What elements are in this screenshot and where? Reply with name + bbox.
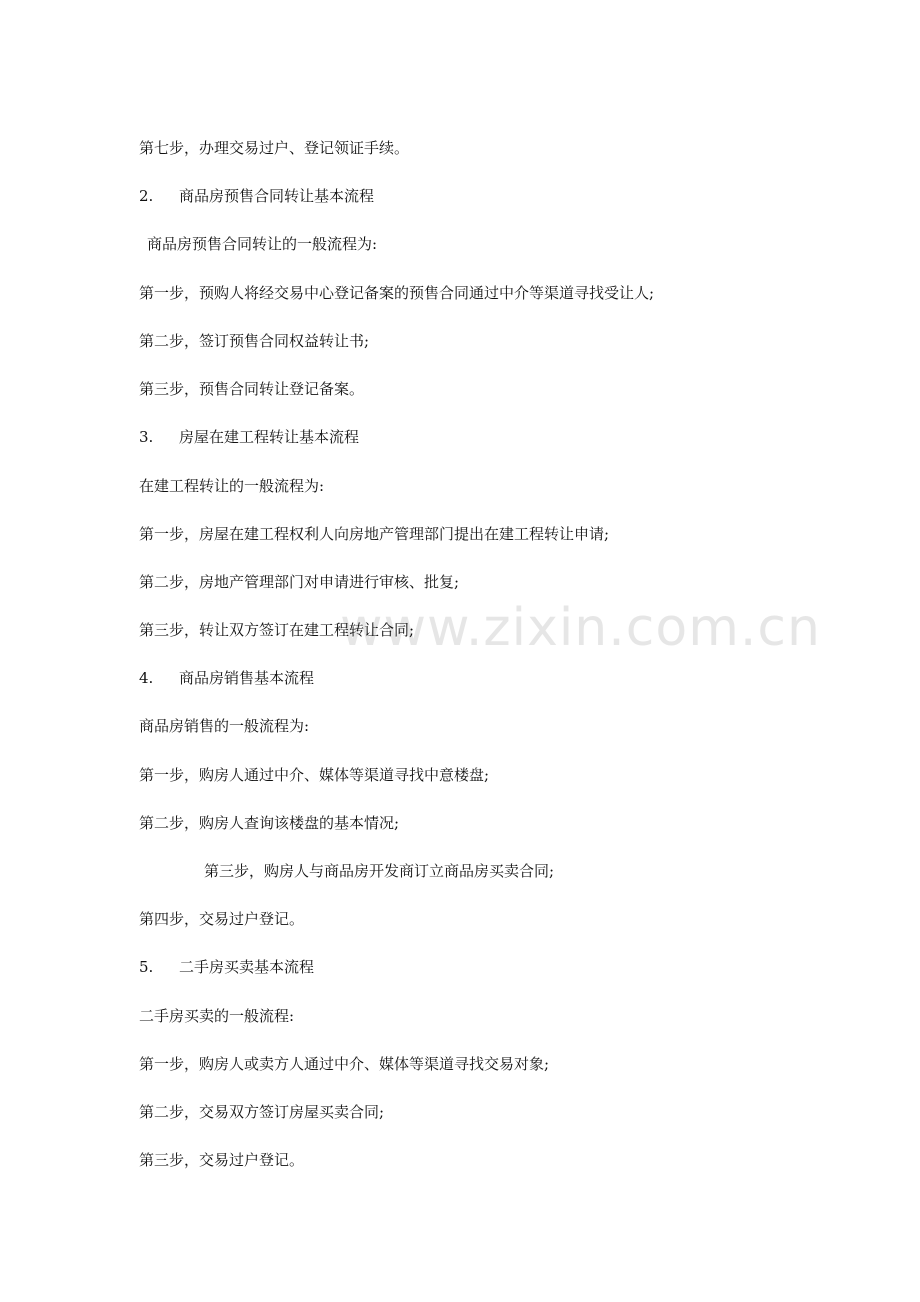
paragraph-intro: 商品房销售的一般流程为: xyxy=(139,717,310,735)
paragraph-intro: 在建工程转让的一般流程为: xyxy=(139,477,325,495)
watermark: www.zixin.com.cn xyxy=(340,598,821,658)
paragraph-step: 第二步，交易双方签订房屋买卖合同; xyxy=(139,1103,385,1121)
paragraph-intro: 二手房买卖的一般流程: xyxy=(139,1007,295,1025)
paragraph-step7: 第七步，办理交易过户、登记领证手续。 xyxy=(139,139,410,157)
paragraph-step: 第一步，房屋在建工程权利人向房地产管理部门提出在建工程转让申请; xyxy=(139,525,610,543)
section-title: 房屋在建工程转让基本流程 xyxy=(179,428,360,446)
section-heading-5 xyxy=(139,957,314,977)
paragraph-step: 第三步，转让双方签订在建工程转让合同; xyxy=(139,621,415,639)
paragraph-intro: 商品房预售合同转让的一般流程为: xyxy=(147,235,378,253)
section-number: 5. xyxy=(139,958,154,976)
section-title: 商品房销售基本流程 xyxy=(179,669,315,687)
paragraph-step: 第一步，购房人通过中介、媒体等渠道寻找中意楼盘; xyxy=(139,766,490,784)
paragraph-step: 第三步，预售合同转让登记备案。 xyxy=(139,380,365,398)
paragraph-step: 第四步，交易过户登记。 xyxy=(139,910,305,928)
paragraph-step: 第三步，交易过户登记。 xyxy=(139,1151,305,1169)
section-number: 3. xyxy=(139,428,154,446)
section-title: 商品房预售合同转让基本流程 xyxy=(179,187,375,205)
section-heading-4 xyxy=(139,668,314,688)
section-number: 2. xyxy=(139,187,154,205)
paragraph-step: 第一步，购房人或卖方人通过中介、媒体等渠道寻找交易对象; xyxy=(139,1055,550,1073)
paragraph-step: 第二步，签订预售合同权益转让书; xyxy=(139,332,370,350)
paragraph-step: 第二步，房地产管理部门对申请进行审核、批复; xyxy=(139,573,460,591)
section-heading-3 xyxy=(139,427,359,447)
paragraph-step: 第三步，购房人与商品房开发商订立商品房买卖合同; xyxy=(204,862,555,880)
paragraph-step: 第二步，购房人查询该楼盘的基本情况; xyxy=(139,814,400,832)
paragraph-step: 第一步，预购人将经交易中心登记备案的预售合同通过中介等渠道寻找受让人; xyxy=(139,284,655,302)
section-number: 4. xyxy=(139,669,154,687)
section-title: 二手房买卖基本流程 xyxy=(179,958,315,976)
section-heading-2 xyxy=(139,186,374,206)
